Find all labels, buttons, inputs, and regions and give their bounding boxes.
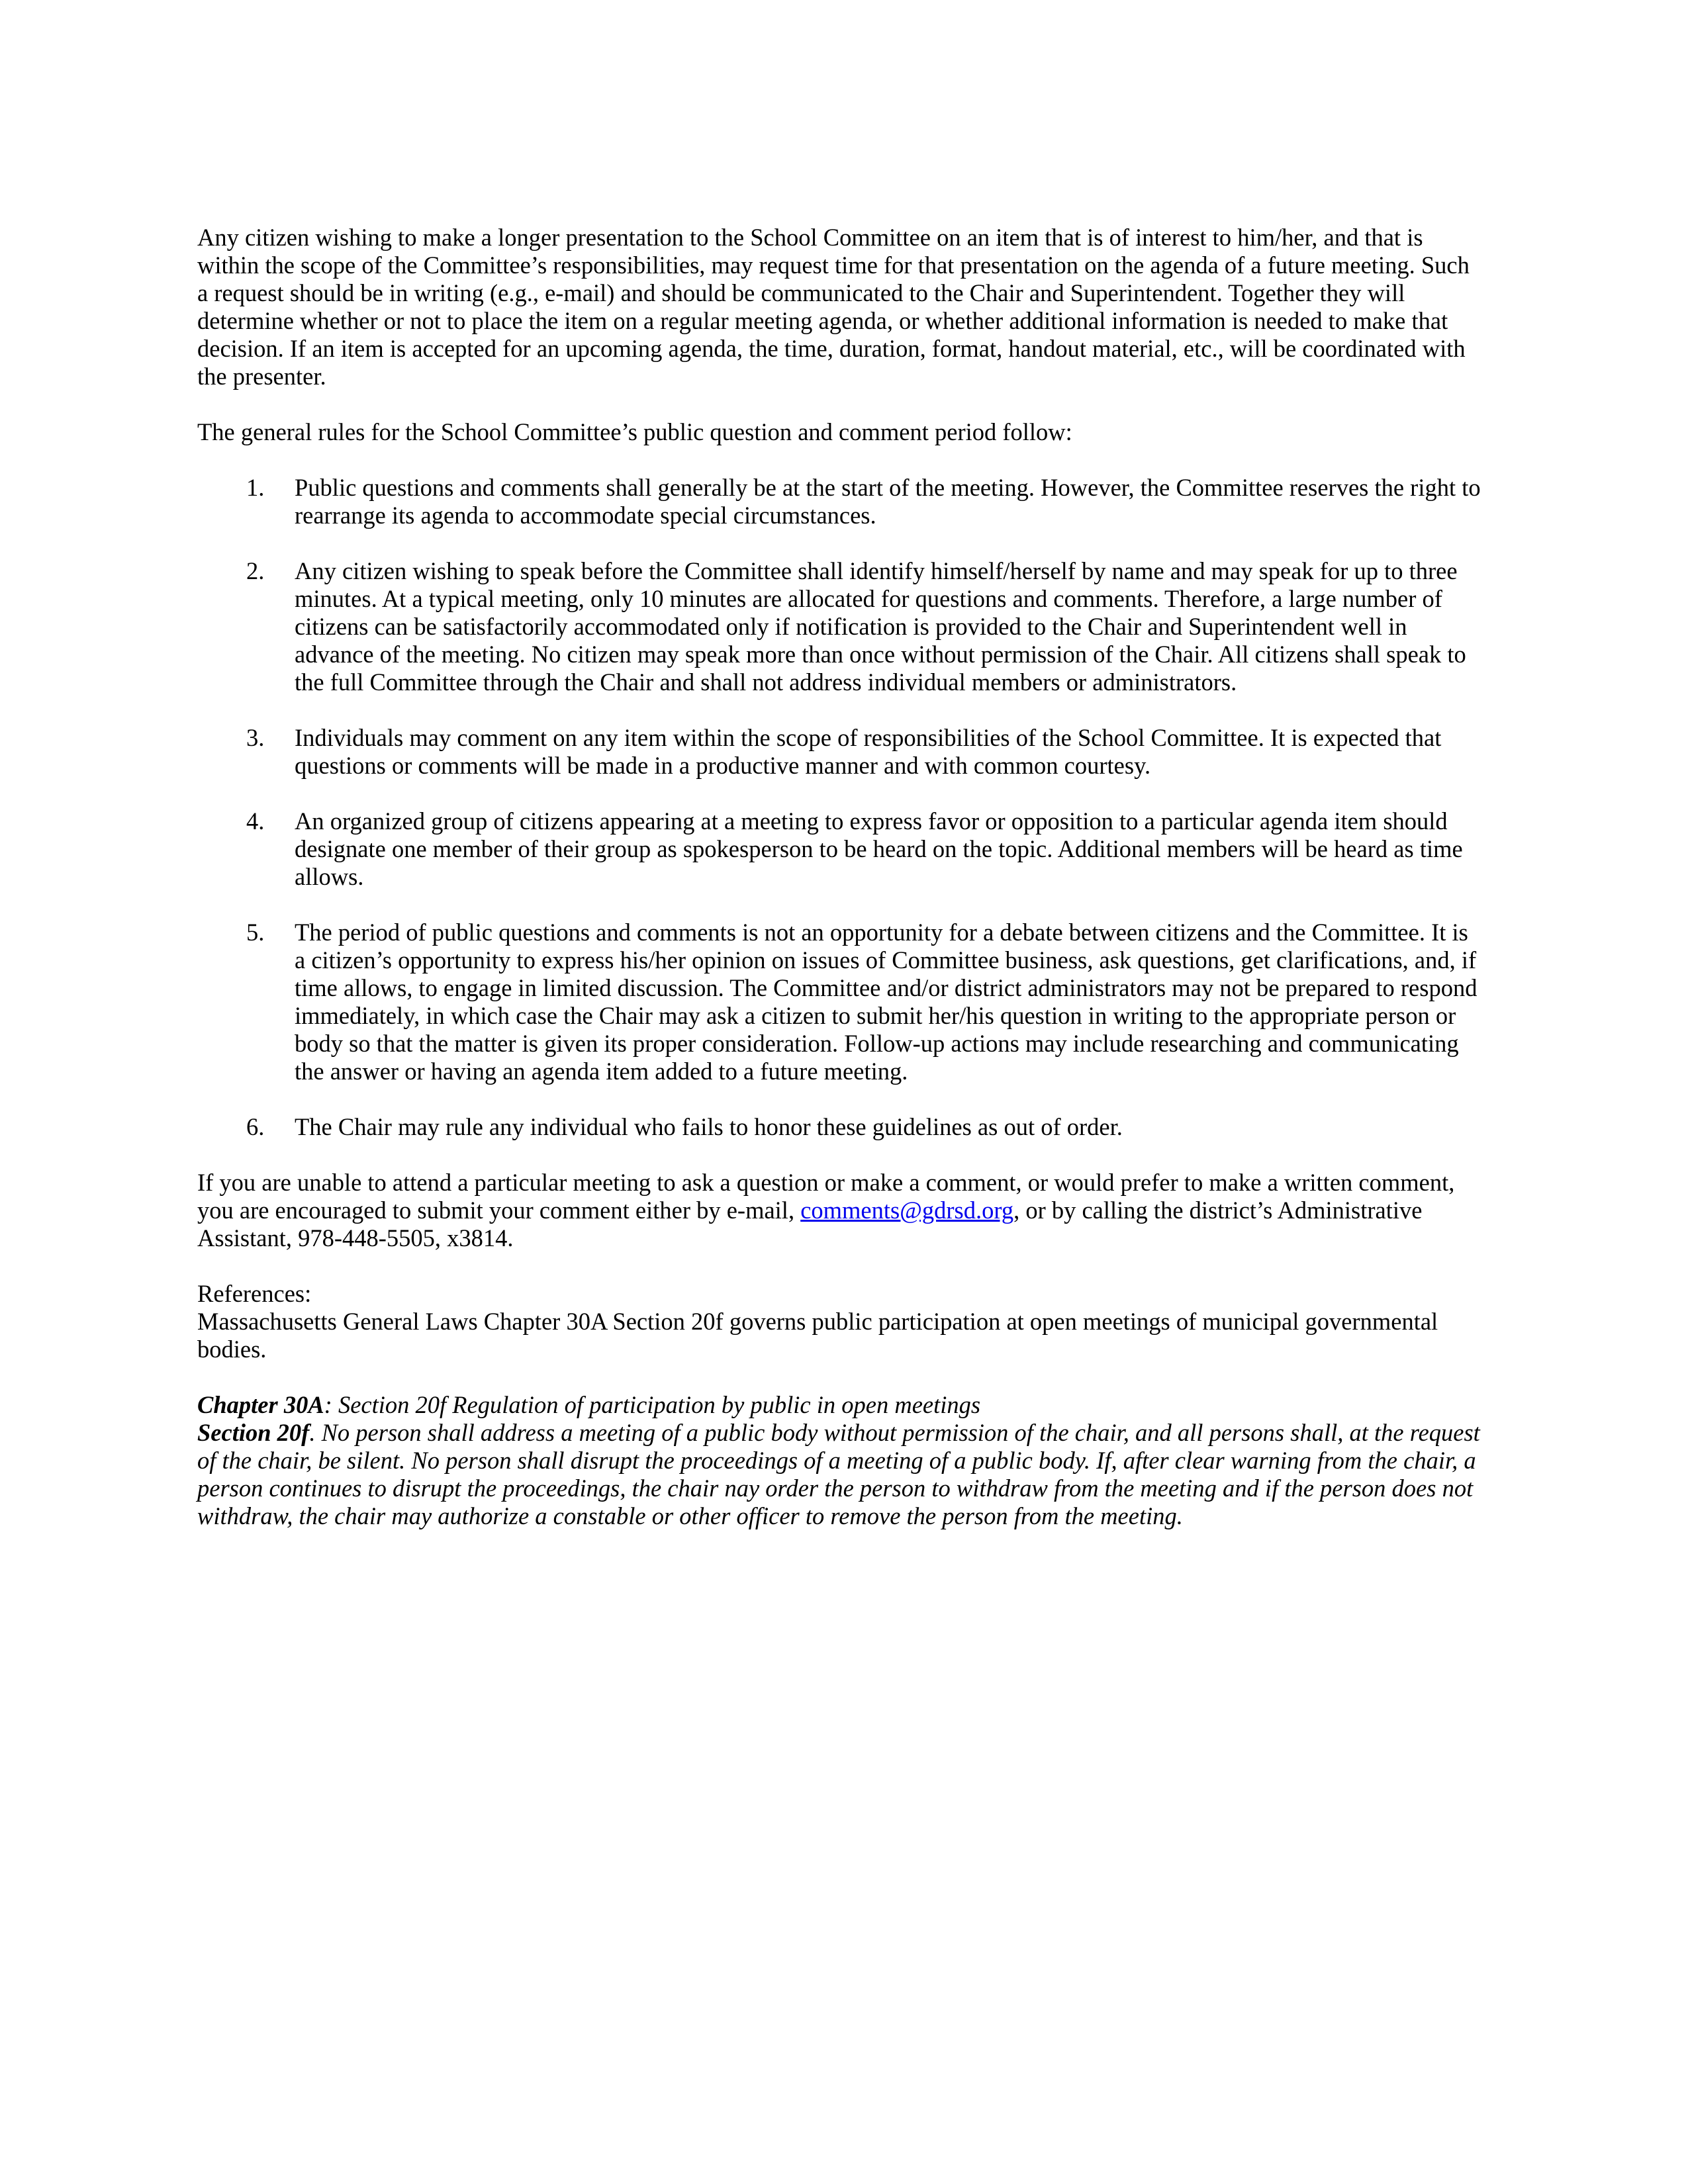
references-section xyxy=(197,1280,1481,1363)
rule-item-3 xyxy=(197,724,1481,780)
rule-item-6 xyxy=(197,1113,1481,1141)
statute-chapter-line xyxy=(197,1391,1481,1419)
statute-excerpt xyxy=(197,1391,1481,1530)
document-page xyxy=(197,224,1481,1530)
intro-paragraph: Any citizen wishing to make a longer presentation to the School Committee on an item that is of interest to him/her, and that is within the scope of the Committee’s responsibilities, may request time for that presentation on the agenda of a future meeting. Such a request should be in writing (e.g., e-mail) and should be communicated to the Chair and Superintendent. Together they will determine whether or not to place the item on a regular meeting agenda, or whether additional information is needed to make that decision. If an item is accepted for an upcoming agenda, the time, duration, format, handout material, etc., will be coordinated with the presenter. xyxy=(197,224,1470,390)
contact-text-after: , or by calling the district’s Administrative Assistant, 978-448-5505, x3814. xyxy=(197,1197,1423,1251)
rules-list xyxy=(197,474,1481,1141)
rule-text: The period of public questions and comments is not an opportunity for a debate between citizens and the Committee. It is a citizen’s opportunity to express his/her opinion on issues of Committee business, ask questions, get clarifications, and, if time allows, to engage in limited discussion. The Committee and/or district administrators may not be prepared to respond immediately, in which case the Chair may ask a citizen to submit her/his question in writing to the appropriate person or body so that the matter is given its proper consideration. Follow-up actions may include researching and communicating the answer or having an agenda item added to a future meeting. xyxy=(295,919,1477,1085)
rule-text: Public questions and comments shall generally be at the start of the meeting. However, the Committee reserves the right to rearrange its agenda to accommodate special circumstances. xyxy=(295,474,1481,529)
rule-item-4 xyxy=(197,807,1481,891)
contact-text-before: If you are unable to attend a particular meeting to ask a question or make a comment, or would prefer to make a written comment, you are encouraged to submit your comment either by e-mail, xyxy=(197,1169,1455,1224)
chapter-label: Chapter 30A xyxy=(197,1391,324,1418)
rule-number: 4. xyxy=(246,807,265,835)
references-text: Massachusetts General Laws Chapter 30A Section 20f governs public participation at open meetings of municipal governmental bodies. xyxy=(197,1308,1438,1363)
rule-number: 1. xyxy=(246,474,265,501)
references-heading: References: xyxy=(197,1280,312,1307)
contact-paragraph xyxy=(197,1169,1481,1252)
rule-text: Any citizen wishing to speak before the Committee shall identify himself/herself by name and may speak for up to three minutes. At a typical meeting, only 10 minutes are allocated for questions and comments. Therefore, a large number of citizens can be satisfactorily accommodated only if notification is provided to the Chair and Superintendent well in advance of the meeting. No citizen may speak more than once without permission of the Chair. All citizens shall speak to the full Committee through the Chair and shall not address individual members or administrators. xyxy=(295,557,1466,696)
section-body: . No person shall address a meeting of a public body without permission of the chair, and all persons shall, at the request of the chair, be silent. No person shall disrupt the proceedings of a meeting of a public body. If, after clear warning from the chair, a person continues to disrupt the proceedings, the chair nay order the person to withdraw from the meeting and if the person does not withdraw, the chair may authorize a constable or other officer to remove the person from the meeting. xyxy=(197,1419,1480,1529)
section-label: Section 20f xyxy=(197,1419,310,1446)
rule-text: An organized group of citizens appearing at a meeting to express favor or opposition to a particular agenda item should designate one member of their group as spokesperson to be heard on the topic. Additional members will be heard as time allows. xyxy=(295,807,1463,890)
rule-number: 6. xyxy=(246,1113,265,1140)
chapter-title: : Section 20f Regulation of participation by public in open meetings xyxy=(324,1391,981,1418)
rule-item-5 xyxy=(197,919,1481,1085)
rule-number: 2. xyxy=(246,557,265,584)
rule-text: Individuals may comment on any item within the scope of responsibilities of the School Committee. It is expected that questions or comments will be made in a productive manner and with common courtesy. xyxy=(295,724,1442,779)
statute-section-text xyxy=(197,1419,1481,1530)
rule-item-2 xyxy=(197,557,1481,696)
rules-intro: The general rules for the School Committee’s public question and comment period follow: xyxy=(197,418,1072,445)
rule-number: 5. xyxy=(246,919,265,946)
rule-text: The Chair may rule any individual who fails to honor these guidelines as out of order. xyxy=(295,1113,1123,1140)
rule-number: 3. xyxy=(246,724,265,751)
email-link[interactable]: comments@gdrsd.org xyxy=(800,1197,1014,1224)
rule-item-1 xyxy=(197,474,1481,529)
